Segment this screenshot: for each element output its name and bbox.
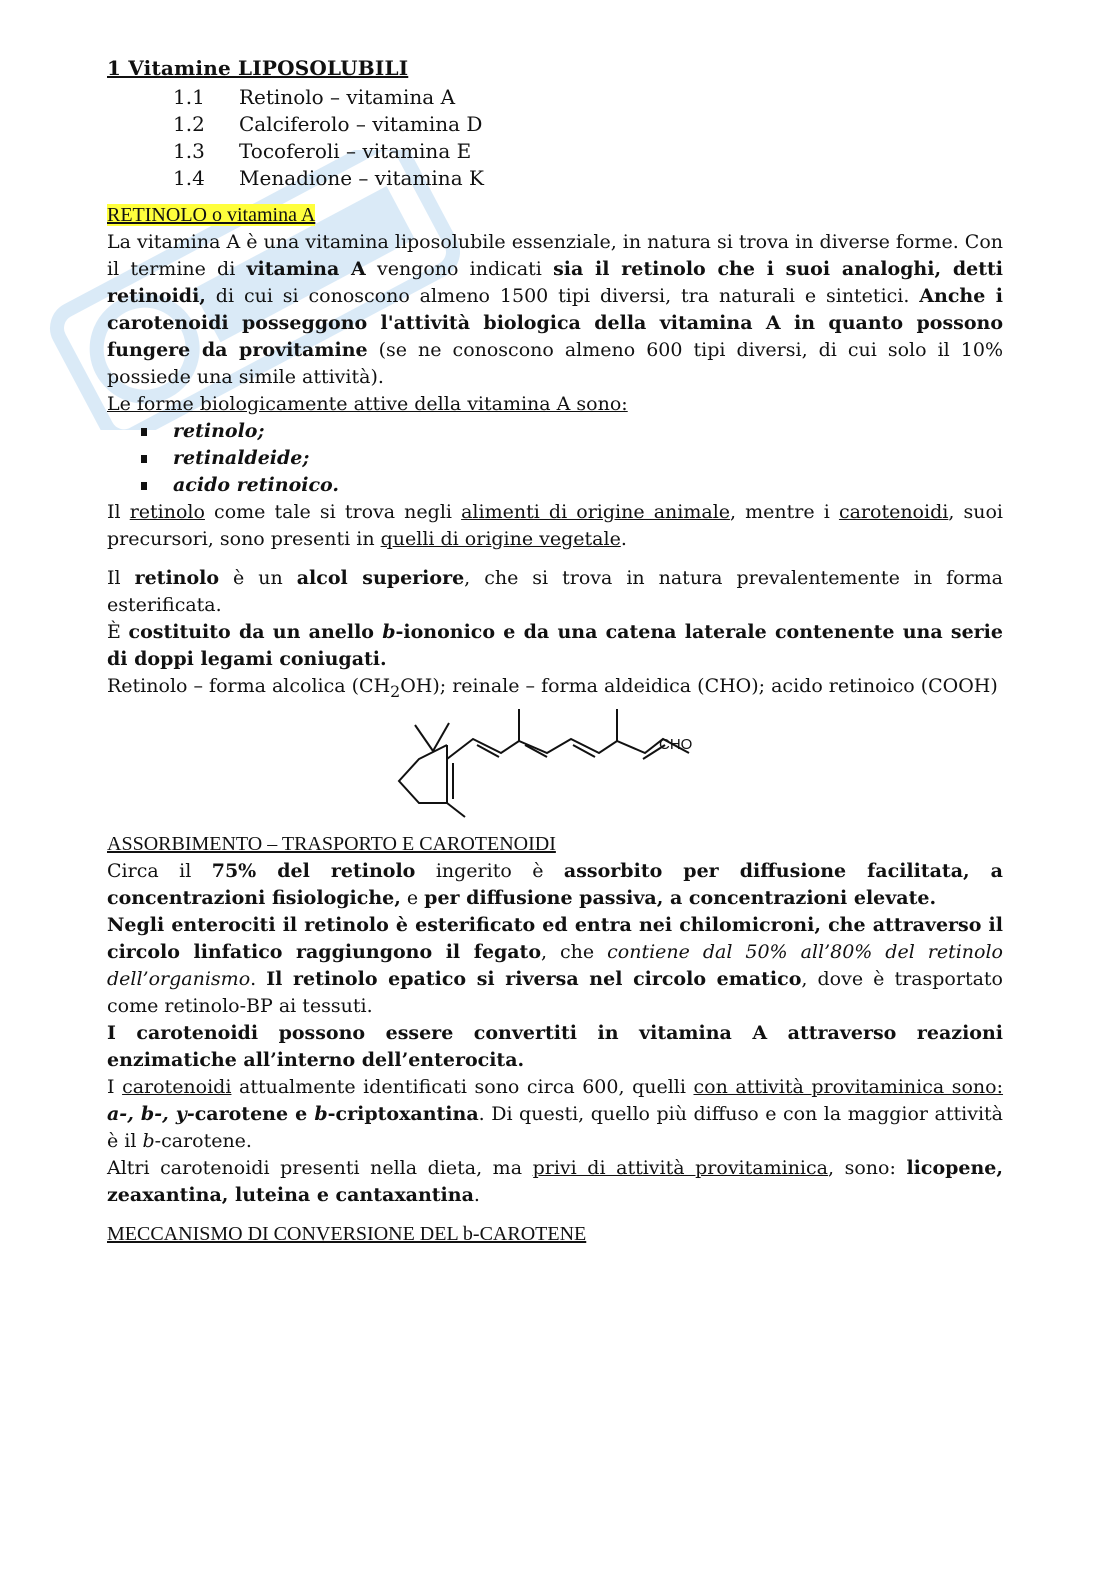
toc-item	[173, 165, 1003, 192]
paragraph-alcol: Il retinolo è un alcol superiore, che si trova in natura prevalentemente in forma esterificata.	[107, 567, 1003, 616]
document-page	[107, 56, 1003, 1248]
toc-text: Menadione – vitamina K	[239, 166, 484, 190]
paragraph-conversione: I carotenoidi possono essere convertiti in vitamina A attraverso reazioni enzimatiche all’interno dell’enterocita.	[107, 1021, 1003, 1071]
paragraph-forme-chimiche: Retinolo – forma alcolica $(CH_2OH)$; reinale – forma aldeidica (CHO); acido retinoico (COOH)	[107, 675, 998, 701]
paragraph-altri-carotenoidi: Altri carotenoidi presenti nella dieta, ma privi di attività provitaminica, sono: licopene, zeaxantina, luteina e cantaxantina.	[107, 1156, 1004, 1206]
paragraph-assorbimento: Circa il 75% del retinolo ingerito è assorbito per diffusione facilitata, a concentrazioni fisiologiche, e per diffusione passiva, a concentrazioni elevate.	[107, 859, 1003, 909]
toc-number: 1.4	[173, 166, 205, 190]
section-heading-meccanismo: MECCANISMO DI CONVERSIONE DEL b-CAROTENE	[107, 1222, 587, 1245]
section-heading-assorbimento: ASSORBIMENTO – TRASPORTO E CAROTENOIDI	[107, 832, 556, 855]
toc-number: 1.3	[173, 139, 205, 163]
paragraph-carotenoidi: I carotenoidi attualmente identificati sono circa 600, quelli con attività provitaminica sono: a-, b-, y-carotene e b-criptoxantina. Di questi, quello più diffuso e con la maggior attività è il b-carotene.	[107, 1075, 1004, 1152]
toc-text: Calciferolo – vitamina D	[239, 112, 483, 136]
toc-number: 1.2	[173, 112, 205, 136]
toc-item	[173, 138, 1003, 165]
retinal-structure-figure	[107, 707, 1003, 827]
paragraph-intro: La vitamina A è una vitamina liposolubile essenziale, in natura si trova in diverse forme. Con il termine di vitamina A vengono indicati sia il retinolo che i suoi analoghi, detti retinoidi, di cui si conoscono almeno 1500 tipi diversi, tra naturali e sintetici. Anche i carotenoidi posseggono l'attività biologica della vitamina A in quanto possono fungere da provitamine (se ne conoscono almeno 600 tipi diversi, di cui solo il 10% possiede una simile attività).	[107, 231, 1004, 388]
paragraph-struttura: È costituito da un anello b-iononico e da una catena laterale contenente una serie di doppi legami coniugati.	[107, 621, 1003, 670]
toc-number: 1.1	[173, 85, 205, 109]
paragraph-enterociti: Negli enterociti il retinolo è esterificato ed entra nei chilomicroni, che attraverso il circolo linfatico raggiungono il fegato, che contiene dal 50% all’80% del retinolo dell’organismo. Il retinolo epatico si riversa nel circolo ematico, dove è trasportato come retinolo-BP ai tessuti.	[107, 913, 1003, 1017]
toc-item	[173, 84, 1003, 111]
toc-text: Tocoferoli – vitamina E	[239, 139, 472, 163]
table-of-contents	[173, 84, 1003, 192]
forme-heading: Le forme biologicamente attive della vitamina A sono:	[107, 393, 628, 415]
page-title: 1 Vitamine LIPOSOLUBILI	[107, 56, 409, 80]
toc-text: Retinolo – vitamina A	[239, 85, 456, 109]
retinal-structure-diagram	[397, 707, 727, 825]
list-item: retinaldeide;	[139, 445, 1003, 472]
paragraph-origine: Il retinolo come tale si trova negli alimenti di origine animale, mentre i carotenoidi, suoi precursori, sono presenti in quelli di origine vegetale.	[107, 501, 1003, 550]
toc-item	[173, 111, 1003, 138]
forme-list	[139, 418, 1003, 499]
cho-label: CHO	[659, 735, 693, 753]
highlighted-heading: RETINOLO o vitamina A	[107, 204, 316, 226]
list-item: retinolo;	[139, 418, 1003, 445]
section-heading-retinolo	[107, 202, 1003, 229]
list-item: acido retinoico.	[139, 472, 1003, 499]
